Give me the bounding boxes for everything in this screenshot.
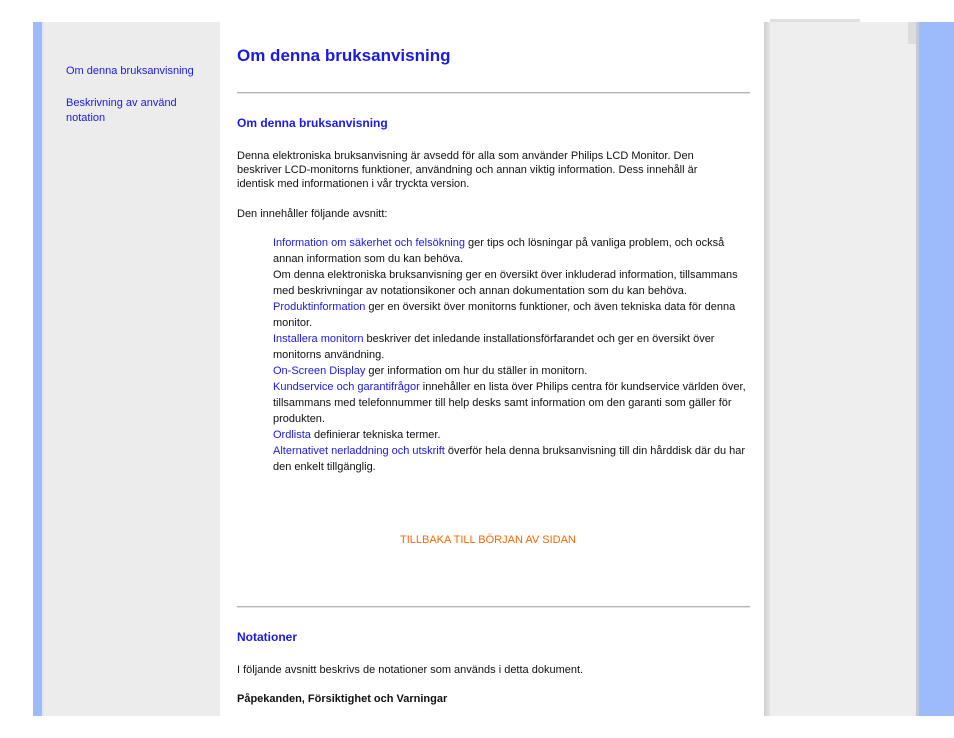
section-list-item <box>273 443 749 475</box>
left-accent-bar <box>33 22 42 716</box>
intro-paragraph: Denna elektroniska bruksanvisning är avsedd för alla som använder Philips LCD Monitor. Den beskriver LCD-monitorns funktioner, användning och annan viktig information. Dess innehåll är identisk med informationen i vår tryckta version. <box>237 150 698 190</box>
right-panel <box>770 22 916 716</box>
sidebar-link-beskrivning-notation[interactable]: Beskrivning av använd notation <box>66 97 177 124</box>
right-accent-bar <box>919 22 954 716</box>
sidebar-nav <box>44 22 220 716</box>
section-description: ger information om hur du ställer in monitorn. <box>365 365 588 377</box>
section-heading-om-denna: Om denna bruksanvisning <box>237 116 388 130</box>
sidebar-link-om-denna-bruksanvisning[interactable]: Om denna bruksanvisning <box>66 65 194 77</box>
section-description: beskriver det inledande installationsförfarandet och ger en översikt över monitorns användning. <box>273 333 715 361</box>
section-description: överför hela denna bruksanvisning till din hårddisk där du har den enkelt tillgänglig. <box>273 445 746 473</box>
page-title: Om denna bruksanvisning <box>237 46 451 65</box>
section-link[interactable]: Alternativet nerladdning och utskrift <box>273 445 445 457</box>
section-description: innehåller en lista över Philips centra för kundservice världen över, tillsammans med telefonnummer till help desks samt information om den garanti som gäller för produkten. <box>273 381 746 425</box>
section-list-item <box>273 379 749 427</box>
section-list-item <box>273 427 749 443</box>
section-link[interactable]: Information om säkerhet och felsökning <box>273 237 465 249</box>
section-description: Om denna elektroniska bruksanvisning ger en översikt över inkluderad information, tillsammans med beskrivningar av notationsikoner och annan dokumentation som du kan behöva. <box>273 269 738 297</box>
section-heading-notationer: Notationer <box>237 630 297 644</box>
contents-lead: Den innehåller följande avsnitt: <box>237 208 388 220</box>
section-list <box>273 235 749 475</box>
section-list-item <box>273 331 749 363</box>
divider <box>237 92 750 94</box>
section-list-item <box>273 235 749 267</box>
section-description: ger en översikt över monitorns funktioner, och även tekniska data för denna monitor. <box>273 301 736 329</box>
section-link[interactable]: Produktinformation <box>273 301 366 313</box>
notation-intro: I följande avsnitt beskrivs de notationer som används i detta dokument. <box>237 664 584 676</box>
section-link[interactable]: Installera monitorn <box>273 333 364 345</box>
section-link[interactable]: Kundservice och garantifrågor <box>273 381 420 393</box>
section-list-item <box>273 299 749 331</box>
section-link[interactable]: On-Screen Display <box>273 365 366 377</box>
back-to-top-link[interactable]: TILLBAKA TILL BÖRJAN AV SIDAN <box>400 534 576 546</box>
notation-subheading: Påpekanden, Försiktighet och Varningar <box>237 693 448 705</box>
section-link[interactable]: Ordlista <box>273 429 311 441</box>
right-panel-notch <box>908 22 916 44</box>
section-description: ger tips och lösningar på vanliga problem, och också annan information som du kan behöva. <box>273 237 725 265</box>
section-description: definierar tekniska termer. <box>310 429 441 441</box>
section-list-item <box>273 363 749 379</box>
divider <box>237 606 750 608</box>
section-list-item <box>273 267 749 299</box>
main-content <box>220 22 764 716</box>
